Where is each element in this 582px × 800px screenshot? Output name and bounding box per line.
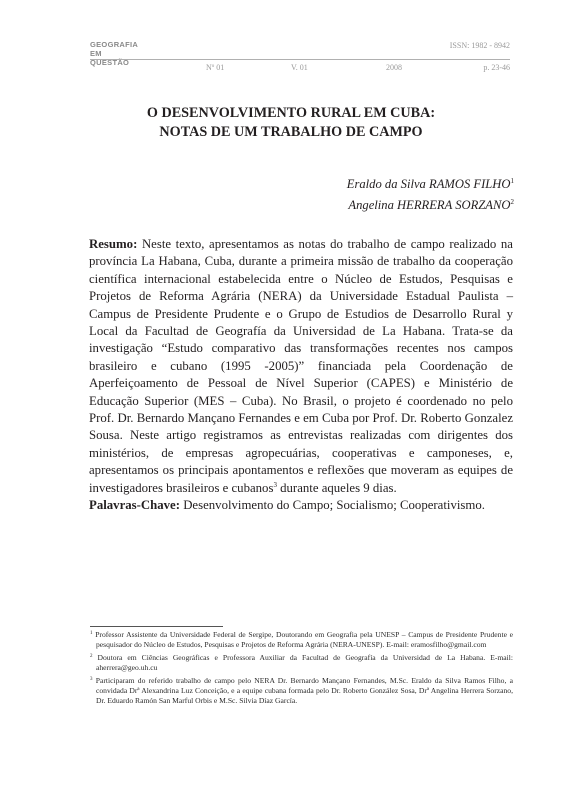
author [347, 194, 514, 215]
abstract-text: Neste texto, apresentamos as notas do trabalho de campo realizado na província La Habana, Cuba, durante a primeira missão de trabalho da cooperação científica internacional estabelecida entre o Núcleo de Estudos, Pesquisas e Projetos de Reforma Agrária (NERA) da Universidade Estadual Paulista – Campus de Presidente Prudente e o Grupo de Estudios de Desarrollo Rural y Local da Facultad de Geografía da Universidad de La Habana. Trata-se da investigação “Estudo comparativo das transformações recentes nos campos brasileiro e cubano (1995 -2005)” financiada pela Coordenação de Aperfeiçoamento de Pessoal de Nível Superior (CAPES) e Ministério de Educação Superior (MES – Cuba). No Brasil, o projeto é coordenado no pelo Prof. Dr. Bernardo Mançano Fernandes e em Cuba por Prof. Dr. Roberto Gonzalez Sousa. Neste artigo registramos as entrevistas realizadas com dirigentes dos ministérios, de empresas agropecuárias, cooperativas e camponeses, e, apresentamos os principais apontamentos e reflexões que moveram as equipes de investigadores brasileiros e cubanos [89, 237, 513, 495]
page-range: p. 23-46 [483, 63, 510, 72]
journal-name-line: QUESTÃO [90, 58, 130, 67]
issue-number: Nº 01 [206, 63, 225, 72]
keywords [89, 497, 513, 514]
keywords-text: Desenvolvimento do Campo; Socialismo; Cooperativismo. [183, 498, 485, 513]
keywords-label: Palavras-Chave: [89, 498, 180, 513]
footnote [90, 630, 513, 650]
footnotes [90, 630, 513, 709]
abstract-label: Resumo: [89, 237, 138, 251]
author-surname: HERRERA SORZANO [397, 197, 511, 212]
footnote-text: Participaram do referido trabalho de campo pelo NERA Dr. Bernardo Mançano Fernandes, M.Sc. Eraldo da Silva Ramos Filho, a convidada Drª Alexandrina Luz Conceição, e a equipe cubana formada pelo Dr. Roberto González Sosa, Drª Angelina Herrera Sorzano, Dr. Eduardo Ramón San Marful Orbis e M.Sc. Silvia Díaz García. [95, 676, 513, 705]
abstract-text-end: durante aqueles 9 dias. [276, 480, 397, 495]
footnote-number: 1 [90, 631, 93, 636]
title-line: NOTAS DE UM TRABALHO DE CAMPO [159, 124, 423, 140]
author-given-name: Angelina [348, 197, 394, 212]
footnote [90, 676, 513, 706]
footnote-marker[interactable]: 2 [510, 197, 514, 206]
article-title [60, 104, 522, 142]
authors [347, 173, 514, 214]
author [347, 173, 514, 194]
footnote-number: 3 [90, 677, 93, 682]
footnote-divider [90, 626, 223, 627]
header-divider [90, 59, 510, 60]
footnote-number: 2 [90, 654, 93, 659]
author-surname: RAMOS FILHO [429, 177, 511, 191]
author-given-name: Eraldo da Silva [346, 177, 426, 191]
journal-name-line: GEOGRAFIA [90, 40, 139, 49]
issn: ISSN: 1982 - 8942 [449, 41, 510, 50]
footnote-marker[interactable]: 3 [273, 480, 277, 489]
abstract [89, 236, 513, 515]
abstract-paragraph [89, 236, 513, 497]
title-line: O DESENVOLVIMENTO RURAL EM CUBA: [146, 105, 436, 121]
journal-header [90, 40, 510, 78]
footnote-text: Professor Assistente da Universidade Federal de Sergipe, Doutorando em Geografia pela UNESP – Campus de Presidente Prudente e pesquisador do Núcleo de Estudos, Pesquisas e Projetos de Reforma Agrária (NERA-UNESP). E-mail: eramosfilho@gmail.com [95, 630, 513, 649]
year: 2008 [386, 63, 402, 72]
footnote [90, 653, 513, 673]
footnote-marker[interactable]: 1 [510, 177, 514, 185]
footnote-text: Doutora em Ciências Geográficas e Professora Auxiliar da Facultad de Geografía da Universidad de La Habana. E-mail: aherrera@geo.uh.cu [96, 653, 514, 672]
journal-name [90, 40, 138, 67]
journal-name-line: EM [90, 49, 102, 58]
volume: V. 01 [291, 63, 308, 72]
